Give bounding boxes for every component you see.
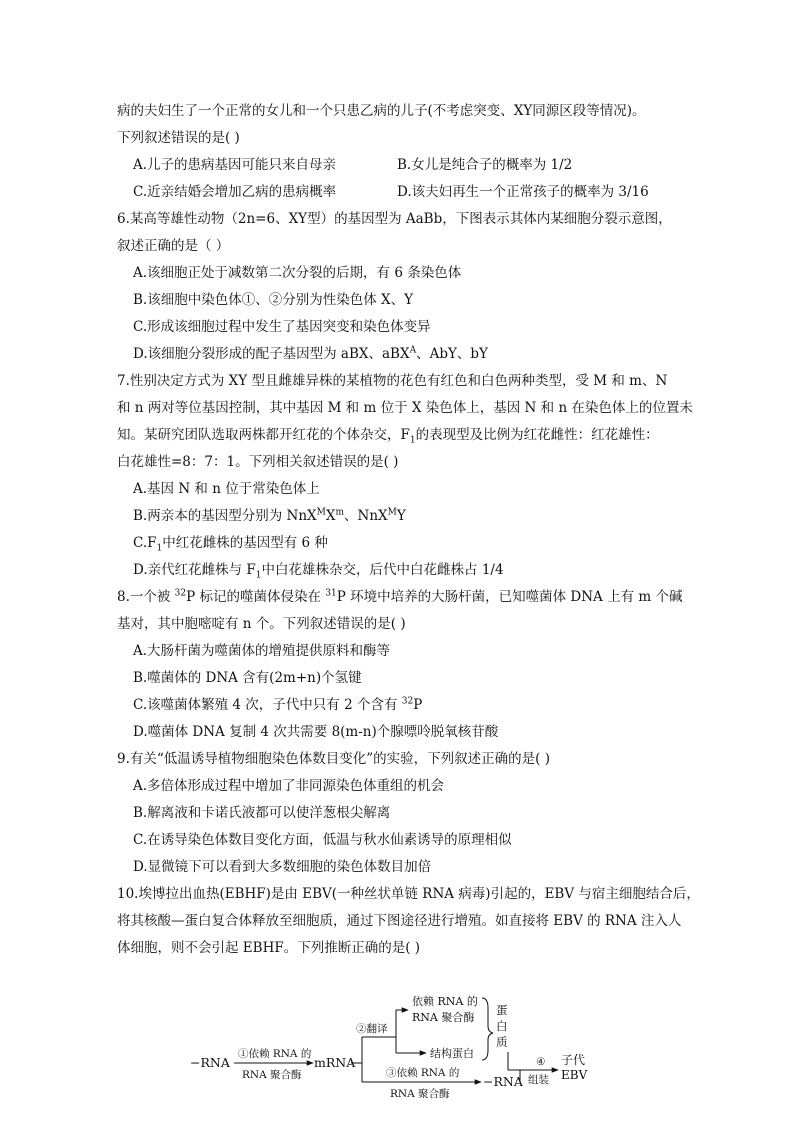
q5-option-c: C.近亲结婚会增加乙病的患病概率 bbox=[133, 184, 337, 200]
q8-option-a: A.大肠杆菌为噬菌体的增殖提供原料和酶等 bbox=[133, 643, 391, 659]
q6-option-a: A.该细胞正处于减数第二次分裂的后期，有 6 条染色体 bbox=[133, 265, 462, 281]
q9-option-a: A.多倍体形成过程中增加了非同源染色体重组的机会 bbox=[133, 778, 445, 794]
q9-option-d: D.显微镜下可以看到大多数细胞的染色体数目加倍 bbox=[133, 859, 432, 875]
protein-char-1: 蛋 bbox=[496, 1003, 508, 1017]
q7-stem-line4: 白花雄性=8：7：1。下列相关叙述错误的是( ) bbox=[117, 454, 399, 470]
q7-option-b: B.两亲本的基因型分别为 $NnX^MX^m$、NnX$^M$Y bbox=[133, 507, 406, 524]
ebv-replication-diagram bbox=[190, 990, 610, 1102]
q7-stem-line3: 知。某研究团队选取两株都开红花的个体杂交，$F_1$的表现型及比例为红花雌性：红花雄性： bbox=[117, 427, 659, 446]
step4-label-line1: ④ bbox=[536, 1056, 546, 1068]
step2-label: ②翻译 bbox=[356, 1023, 388, 1035]
q7-stem-line2: 和 n 两对等位基因控制，其中基因 M 和 m 位于 X 染色体上，基因 N 和 n 在染色体上的位置未 bbox=[117, 400, 693, 416]
q5-option-d: D.该夫妇再生一个正常孩子的概率为 3/16 bbox=[397, 184, 649, 200]
q8-option-b: B.噬菌体的 DNA 含有(2m+n)个氢键 bbox=[133, 670, 362, 686]
q6-option-b: B.该细胞中染色体①、②分别为性染色体 X、Y bbox=[133, 292, 414, 308]
neg-rna-right-label: −RNA bbox=[483, 1074, 523, 1089]
q5-stem-line2: 下列叙述错误的是( ) bbox=[117, 130, 240, 146]
q8-stem-line1: 8.一个被 $^{32}$P 标记的噬菌体侵染在 $^{31}$P 环境中培养的大肠杆菌，已知噬菌体 DNA 上有 m 个碱 bbox=[117, 588, 683, 605]
q7-option-a: A.基因 N 和 n 位于常染色体上 bbox=[133, 481, 320, 497]
protein-char-3: 质 bbox=[496, 1035, 508, 1049]
q9-stem-line1: 9.有关“低温诱导植物细胞染色体数目变化”的实验，下列叙述正确的是( ) bbox=[117, 751, 551, 767]
q7-option-c: $C.F_1$中红花雌株的基因型有 6 种 bbox=[133, 535, 328, 554]
q6-option-c: C.形成该细胞过程中发生了基因突变和染色体变异 bbox=[133, 319, 431, 335]
offspring-label-line1: 子代 bbox=[561, 1053, 586, 1067]
q10-stem-line3: 体细胞，则不会引起 EBHF。下列推断正确的是( ) bbox=[117, 940, 421, 956]
step3-label-line2: RNA 聚合酶 bbox=[390, 1088, 450, 1100]
enzyme-label-line1: 依赖 RNA 的 bbox=[412, 995, 478, 1008]
step4-label-line2: 组装 bbox=[528, 1074, 549, 1086]
offspring-label-line2: EBV bbox=[561, 1068, 588, 1082]
q8-option-c: C.该噬菌体繁殖 4 次，子代中只有 2 个含有 $^{32}$P bbox=[133, 696, 423, 713]
q7-stem-line1: 7.性别决定方式为 XY 型且雌雄异株的某植物的花色有红色和白色两种类型，受 M 和 m、N bbox=[117, 373, 668, 389]
q5-option-a: A.儿子的患病基因可能只来自母亲 bbox=[133, 157, 337, 173]
step1-label-line1: ①依赖 RNA 的 bbox=[238, 1048, 312, 1060]
q9-option-b: B.解离液和卡诺氏液都可以使洋葱根尖解离 bbox=[133, 805, 391, 821]
q10-stem-line2: 将其核酸—蛋白复合体释放至细胞质，通过下图途径进行增殖。如直接将 EBV 的 RNA 注入人 bbox=[117, 913, 682, 929]
step1-label-line2: RNA 聚合酶 bbox=[242, 1069, 302, 1081]
mrna-label: mRNA bbox=[314, 1055, 356, 1070]
struct-protein-label: 结构蛋白 bbox=[430, 1047, 474, 1060]
q6-stem-line1: 6.某高等雄性动物（2n=6、XY型）的基因型为 AaBb，下图表示其体内某细胞分裂示意图， bbox=[117, 211, 672, 227]
q5-option-b: B.女儿是纯合子的概率为 1/2 bbox=[397, 157, 573, 173]
q7-option-d: D.亲代红花雌株与 $F_1$中白花雄株杂交，后代中白花雌株占 1/4 bbox=[133, 562, 504, 581]
q8-option-d: D.噬菌体 DNA 复制 4 次共需要 8(m-n)个腺嘌呤脱氧核苷酸 bbox=[133, 724, 499, 740]
q10-stem-line1: 10.埃博拉出血热(EBHF)是由 EBV(一种丝状单链 RNA 病毒)引起的，EBV 与宿主细胞结合后， bbox=[117, 886, 700, 902]
protein-char-2: 白 bbox=[496, 1019, 508, 1033]
q6-option-d: D.该细胞分裂形成的配子基因型为 aBX、aBX$^A$、AbY、bY bbox=[133, 345, 488, 362]
protein-brace bbox=[482, 998, 493, 1060]
q9-option-c: C.在诱导染色体数目变化方面，低温与秋水仙素诱导的原理相似 bbox=[133, 832, 512, 848]
neg-rna-left-label: −RNA bbox=[190, 1055, 230, 1070]
step3-label-line1: ③依赖 RNA 的 bbox=[386, 1067, 460, 1079]
q8-stem-line2: 基对，其中胞嘧啶有 n 个。下列叙述错误的是( ) bbox=[117, 616, 406, 632]
enzyme-label-line2: RNA 聚合酶 bbox=[412, 1011, 475, 1024]
q6-stem-line2: 叙述正确的是（ ） bbox=[117, 238, 230, 254]
q5-stem-line1: 病的夫妇生了一个正常的女儿和一个只患乙病的儿子(不考虑突变、XY同源区段等情况)。 bbox=[117, 103, 646, 119]
